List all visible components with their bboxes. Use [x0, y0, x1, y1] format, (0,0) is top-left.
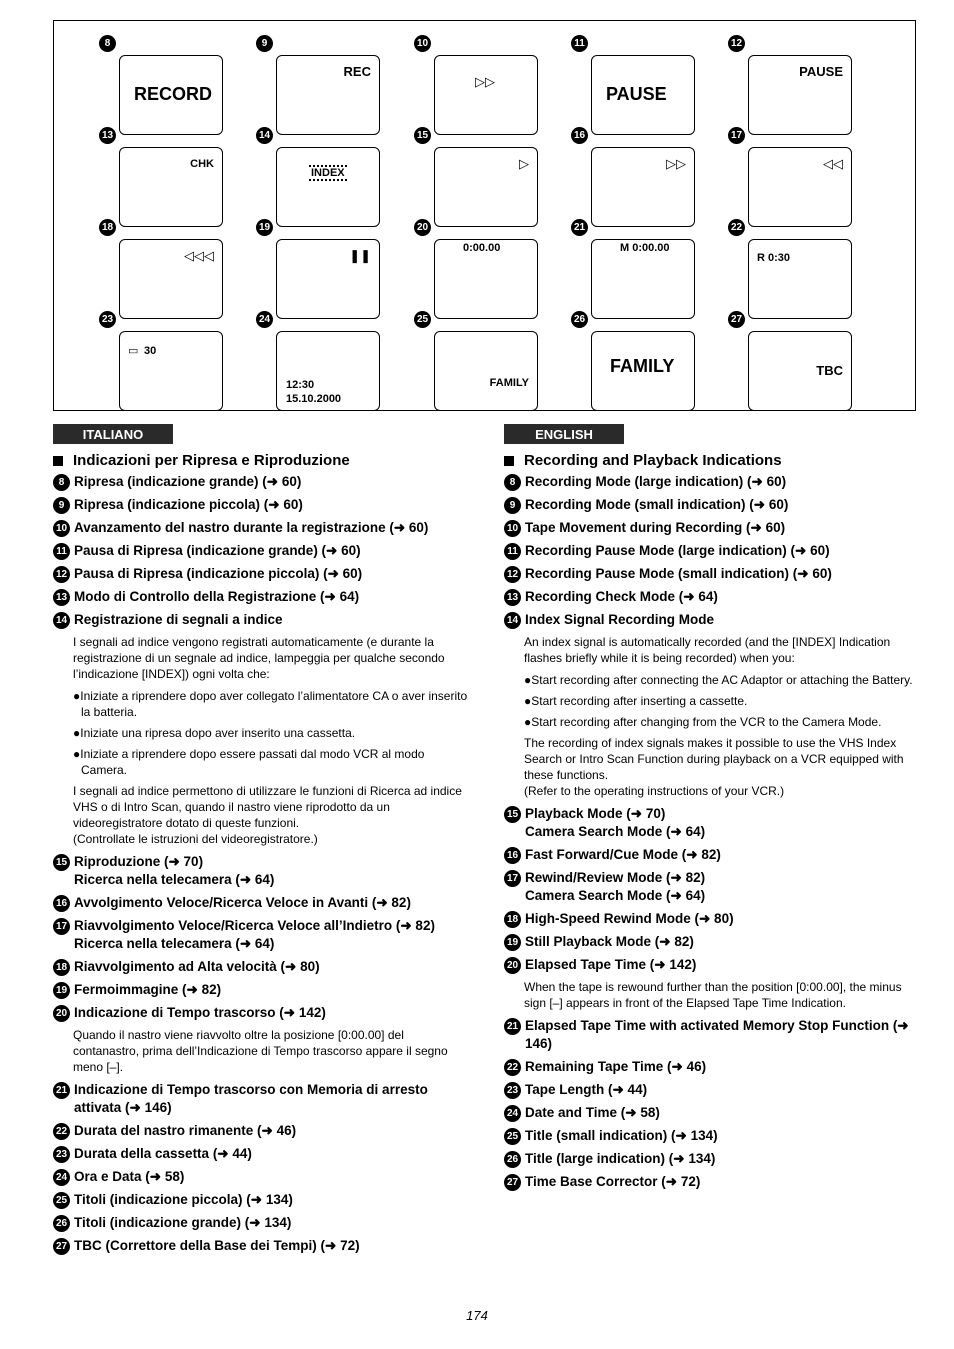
paragraph: I segnali ad indice permettono di utilizzare le funzioni di Ricerca ad indice VHS o di Intro Scan, quando il nastro viene riprodotto da un videoregistratore dotato di queste funzioni. — [73, 784, 462, 830]
screen-indication: INDEX — [311, 167, 345, 179]
viewfinder-screen — [434, 147, 538, 227]
bullet-item: ●Start recording after connecting the AC Adaptor or attaching the Battery. — [524, 673, 913, 687]
section-heading — [504, 452, 922, 469]
item-line: Recording Pause Mode (small indication) (➜ 60) — [525, 566, 832, 581]
item-line: Titoli (indicazione piccola) (➜ 134) — [74, 1192, 293, 1207]
item-number: 10 — [504, 520, 521, 537]
item-text — [525, 1017, 922, 1053]
item-line-2: Camera Search Mode (➜ 64) — [525, 888, 706, 903]
item-text — [525, 933, 922, 951]
screen-number: 25 — [414, 311, 431, 328]
screen-number: 17 — [728, 127, 745, 144]
item-text — [525, 1150, 922, 1168]
italiano-label: ITALIANO — [53, 424, 173, 444]
indication-item-21 — [53, 1081, 471, 1117]
screen-cell-22 — [728, 219, 886, 311]
item-number: 14 — [53, 612, 70, 629]
screen-number: 13 — [99, 127, 116, 144]
item-number: 8 — [53, 474, 70, 491]
paragraph: Quando il nastro viene riavvolto oltre la posizione [0:00.00] del contanastro, prima dell’Indicazione di Tempo trascorso appare il segno meno [–]. — [73, 1028, 448, 1074]
english-column — [504, 452, 922, 1196]
indication-item-25 — [504, 1127, 922, 1145]
item-line: Title (small indication) (➜ 134) — [525, 1128, 718, 1143]
screen-cell-23 — [99, 311, 257, 403]
indication-item-13 — [53, 588, 471, 606]
screen-cell-15 — [414, 127, 572, 219]
item-line: Recording Mode (large indication) (➜ 60) — [525, 474, 787, 489]
indication-item-14 — [504, 611, 922, 629]
item-text — [74, 1004, 471, 1022]
item-line: Time Base Corrector (➜ 72) — [525, 1174, 701, 1189]
item-text — [74, 1237, 471, 1255]
item-text — [74, 611, 471, 629]
screen-indication: R 0:30 — [757, 252, 791, 264]
item-text — [74, 542, 471, 560]
viewfinder-screen — [748, 147, 852, 227]
page-number: 174 — [466, 1308, 488, 1323]
screen-cell-20 — [414, 219, 572, 311]
screen-number: 26 — [571, 311, 588, 328]
item-text — [525, 956, 922, 974]
item-number: 18 — [504, 911, 521, 928]
indication-item-11 — [504, 542, 922, 560]
item-number: 21 — [504, 1018, 521, 1035]
fast-forward-icon: ▷▷ — [666, 156, 686, 171]
item-number: 10 — [53, 520, 70, 537]
indication-item-12 — [504, 565, 922, 583]
bullet-item: ●Iniziate a riprendere dopo aver collegato l’alimentatore CA o aver inserito la batteria. — [73, 689, 468, 719]
item-line: Titoli (indicazione grande) (➜ 134) — [74, 1215, 292, 1230]
viewfinder-screen — [591, 147, 695, 227]
item-text — [74, 1081, 471, 1117]
item-line-2: Ricerca nella telecamera (➜ 64) — [74, 936, 275, 951]
viewfinder-screen — [119, 55, 223, 135]
heading-text: Recording and Playback Indications — [524, 452, 782, 469]
screen-number: 9 — [256, 35, 273, 52]
indication-item-19 — [504, 933, 922, 951]
item-text — [74, 1122, 471, 1140]
indication-item-14 — [53, 611, 471, 629]
rewind-icon: ◁◁ — [823, 156, 843, 171]
item-number: 21 — [53, 1082, 70, 1099]
item-number: 19 — [53, 982, 70, 999]
item-text — [74, 1145, 471, 1163]
heading-text: Indicazioni per Ripresa e Riproduzione — [73, 452, 350, 469]
item-text — [74, 981, 471, 999]
item-number: 19 — [504, 934, 521, 951]
item-text — [74, 519, 471, 537]
screen-number: 20 — [414, 219, 431, 236]
item-text — [74, 473, 471, 491]
play-icon: ▷ — [519, 156, 529, 171]
indication-item-18 — [53, 958, 471, 976]
item-text — [525, 473, 922, 491]
viewfinder-screen — [434, 55, 538, 135]
indication-item-23 — [53, 1145, 471, 1163]
indication-item-12 — [53, 565, 471, 583]
indication-item-20 — [504, 956, 922, 974]
item-text — [525, 869, 922, 905]
item-number: 22 — [53, 1123, 70, 1140]
item-line: Date and Time (➜ 58) — [525, 1105, 660, 1120]
screen-cell-8 — [99, 35, 257, 127]
item-number: 13 — [504, 589, 521, 606]
viewfinder-screen — [276, 331, 380, 411]
item-text — [74, 565, 471, 583]
item-line: Ripresa (indicazione grande) (➜ 60) — [74, 474, 302, 489]
item-line: Remaining Tape Time (➜ 46) — [525, 1059, 707, 1074]
item-number: 27 — [53, 1238, 70, 1255]
item-number: 16 — [53, 895, 70, 912]
indication-item-15 — [53, 853, 471, 889]
screen-number: 10 — [414, 35, 431, 52]
item-number: 18 — [53, 959, 70, 976]
indication-item-10 — [53, 519, 471, 537]
high-speed-rewind-icon: ◁◁◁ — [184, 248, 214, 263]
item-line: Recording Pause Mode (large indication) (➜ 60) — [525, 543, 830, 558]
item-line: Tape Movement during Recording (➜ 60) — [525, 520, 786, 535]
item-line: Pausa di Ripresa (indicazione piccola) (➜ 60) — [74, 566, 363, 581]
item-text — [525, 1127, 922, 1145]
indication-item-16 — [53, 894, 471, 912]
paragraph-note: (Controllate le istruzioni del videoregistratore.) — [73, 832, 318, 846]
item-line: Recording Mode (small indication) (➜ 60) — [525, 497, 789, 512]
item-line: Recording Check Mode (➜ 64) — [525, 589, 718, 604]
item-line: Index Signal Recording Mode — [525, 612, 715, 627]
item-line: Indicazione di Tempo trascorso (➜ 142) — [74, 1005, 326, 1020]
screen-indication: PAUSE — [799, 64, 843, 79]
item-text — [525, 1058, 922, 1076]
item-line: Playback Mode (➜ 70) — [525, 806, 666, 821]
screen-number: 19 — [256, 219, 273, 236]
screen-indication: FAMILY — [489, 377, 529, 389]
screen-number: 12 — [728, 35, 745, 52]
viewfinder-screen — [119, 331, 223, 411]
item-line-2: Camera Search Mode (➜ 64) — [525, 824, 706, 839]
screen-number: 18 — [99, 219, 116, 236]
indication-item-19 — [53, 981, 471, 999]
indication-item-8 — [504, 473, 922, 491]
paragraph: An index signal is automatically recorded (and the [INDEX] Indication flashes briefly while it is being recorded) when you: — [524, 635, 891, 665]
item-line: Modo di Controllo della Registrazione (➜ 64) — [74, 589, 360, 604]
viewfinder-screen — [591, 55, 695, 135]
screen-indication: TBC — [816, 363, 843, 378]
item-line: Riavvolgimento ad Alta velocità (➜ 80) — [74, 959, 320, 974]
item-text — [74, 1168, 471, 1186]
item-line: Still Playback Mode (➜ 82) — [525, 934, 694, 949]
square-bullet-icon — [504, 456, 514, 466]
item-line: Avanzamento del nastro durante la registrazione (➜ 60) — [74, 520, 429, 535]
section-heading — [53, 452, 471, 469]
item-number: 13 — [53, 589, 70, 606]
indication-item-26 — [53, 1214, 471, 1232]
item-number: 9 — [53, 497, 70, 514]
screen-indication: REC — [343, 64, 371, 79]
english-label: ENGLISH — [504, 424, 624, 444]
item-line: Title (large indication) (➜ 134) — [525, 1151, 716, 1166]
item-text — [525, 1081, 922, 1099]
screen-cell-19 — [256, 219, 414, 311]
item-text — [525, 805, 922, 841]
item-number: 9 — [504, 497, 521, 514]
item-number: 22 — [504, 1059, 521, 1076]
screen-cell-13 — [99, 127, 257, 219]
screen-cell-25 — [414, 311, 572, 403]
item-text — [525, 588, 922, 606]
item-number: 25 — [53, 1192, 70, 1209]
item-number: 16 — [504, 847, 521, 864]
indication-item-22 — [504, 1058, 922, 1076]
item-text — [74, 917, 471, 953]
item-line: Elapsed Tape Time with activated Memory Stop Function (➜ 146) — [525, 1018, 909, 1051]
item-number: 14 — [504, 612, 521, 629]
item-number: 27 — [504, 1174, 521, 1191]
item-line: Riavvolgimento Veloce/Ricerca Veloce all’Indietro (➜ 82) — [74, 918, 435, 933]
indication-item-13 — [504, 588, 922, 606]
item-line: Fast Forward/Cue Mode (➜ 82) — [525, 847, 721, 862]
item-line: Indicazione di Tempo trascorso con Memoria di arresto attivata (➜ 146) — [74, 1082, 428, 1115]
item-text — [74, 958, 471, 976]
indication-diagram — [53, 20, 916, 411]
item-number: 17 — [53, 918, 70, 935]
item-line: Avvolgimento Veloce/Ricerca Veloce in Avanti (➜ 82) — [74, 895, 411, 910]
screen-number: 11 — [571, 35, 588, 52]
screen-cell-16 — [571, 127, 729, 219]
screen-cell-27 — [728, 311, 886, 403]
item-text — [74, 894, 471, 912]
item-text — [525, 1173, 922, 1191]
item-number: 20 — [504, 957, 521, 974]
item-text — [525, 519, 922, 537]
item-number: 12 — [504, 566, 521, 583]
item-line: Fermoimmagine (➜ 82) — [74, 982, 222, 997]
item-text — [74, 588, 471, 606]
screen-cell-26 — [571, 311, 729, 403]
paragraph-note: (Refer to the operating instructions of your VCR.) — [524, 784, 785, 798]
still-pause-icon: ❚❚ — [349, 248, 371, 263]
item-number: 12 — [53, 566, 70, 583]
indication-item-22 — [53, 1122, 471, 1140]
square-bullet-icon — [53, 456, 63, 466]
item-text — [525, 1104, 922, 1122]
screen-number: 22 — [728, 219, 745, 236]
item-text — [74, 1191, 471, 1209]
screen-indication: RECORD — [134, 84, 213, 104]
indication-item-21 — [504, 1017, 922, 1053]
screen-indication: 12:30 — [286, 379, 315, 391]
item-line: Tape Length (➜ 44) — [525, 1082, 648, 1097]
item-text — [74, 1214, 471, 1232]
indication-item-25 — [53, 1191, 471, 1209]
indication-item-24 — [504, 1104, 922, 1122]
item-number: 15 — [504, 806, 521, 823]
indication-item-8 — [53, 473, 471, 491]
screen-indication: 15.10.2000 — [286, 393, 342, 405]
indication-item-27 — [53, 1237, 471, 1255]
item-line-2: Ricerca nella telecamera (➜ 64) — [74, 872, 275, 887]
item-text — [525, 496, 922, 514]
item-line: Durata della cassetta (➜ 44) — [74, 1146, 252, 1161]
indication-item-27 — [504, 1173, 922, 1191]
viewfinder-screen — [748, 331, 852, 411]
screen-indication: M 0:00.00 — [620, 242, 670, 254]
screen-indication: PAUSE — [606, 84, 667, 104]
bullet-item: ●Iniziate una ripresa dopo aver inserito una cassetta. — [73, 726, 356, 740]
indication-item-11 — [53, 542, 471, 560]
viewfinder-screen — [591, 331, 695, 411]
item-line: Durata del nastro rimanente (➜ 46) — [74, 1123, 297, 1138]
item-number: 23 — [504, 1082, 521, 1099]
bullet-item: ●Start recording after inserting a cassette. — [524, 694, 748, 708]
item-text — [525, 565, 922, 583]
viewfinder-screen — [434, 331, 538, 411]
paragraph: When the tape is rewound further than the position [0:00.00], the minus sign [–] appears in front of the Elapsed Tape Time Indication. — [524, 980, 902, 1010]
screen-number: 21 — [571, 219, 588, 236]
item-number: 24 — [53, 1169, 70, 1186]
screen-cell-12 — [728, 35, 886, 127]
screen-indication: CHK — [190, 158, 214, 170]
bullet-item: ●Start recording after changing from the VCR to the Camera Mode. — [524, 715, 882, 729]
indication-item-9 — [53, 496, 471, 514]
viewfinder-screen — [119, 239, 223, 319]
viewfinder-screen — [748, 239, 852, 319]
indication-item-15 — [504, 805, 922, 841]
item-line: Pausa di Ripresa (indicazione grande) (➜ 60) — [74, 543, 361, 558]
italiano-column — [53, 452, 471, 1260]
screen-cell-24 — [256, 311, 414, 403]
item-text — [74, 853, 471, 889]
screen-cell-11 — [571, 35, 729, 127]
viewfinder-screen — [119, 147, 223, 227]
item-line: High-Speed Rewind Mode (➜ 80) — [525, 911, 734, 926]
screen-number: 14 — [256, 127, 273, 144]
item-line: Rewind/Review Mode (➜ 82) — [525, 870, 706, 885]
indication-item-20 — [53, 1004, 471, 1022]
viewfinder-screen — [276, 55, 380, 135]
indication-item-9 — [504, 496, 922, 514]
item-line: Registrazione di segnali a indice — [74, 612, 283, 627]
item-text — [525, 910, 922, 928]
screen-number: 27 — [728, 311, 745, 328]
paragraph: The recording of index signals makes it possible to use the VHS Index Search or Intro Scan Function during playback on a VCR equipped with these functions. — [524, 736, 904, 782]
item-number: 26 — [53, 1215, 70, 1232]
item-number: 17 — [504, 870, 521, 887]
indication-item-26 — [504, 1150, 922, 1168]
indication-item-17 — [504, 869, 922, 905]
screen-number: 24 — [256, 311, 273, 328]
indication-item-10 — [504, 519, 922, 537]
screen-number: 8 — [99, 35, 116, 52]
item-number: 15 — [53, 854, 70, 871]
screen-indication: 30 — [144, 345, 157, 357]
viewfinder-screen — [276, 147, 380, 227]
item-text — [525, 542, 922, 560]
screen-cell-21 — [571, 219, 729, 311]
screen-cell-10 — [414, 35, 572, 127]
item-number: 11 — [504, 543, 521, 560]
item-text — [74, 496, 471, 514]
viewfinder-screen — [748, 55, 852, 135]
item-line: Ripresa (indicazione piccola) (➜ 60) — [74, 497, 303, 512]
viewfinder-screen — [276, 239, 380, 319]
item-number: 8 — [504, 474, 521, 491]
screen-cell-17 — [728, 127, 886, 219]
indication-item-18 — [504, 910, 922, 928]
item-line: Riproduzione (➜ 70) — [74, 854, 204, 869]
indication-item-17 — [53, 917, 471, 953]
item-line: Elapsed Tape Time (➜ 142) — [525, 957, 697, 972]
item-line: TBC (Correttore della Base dei Tempi) (➜ 72) — [74, 1238, 360, 1253]
screen-number: 23 — [99, 311, 116, 328]
indication-item-24 — [53, 1168, 471, 1186]
paragraph: I segnali ad indice vengono registrati automaticamente (e durante la registrazione di un segnale ad indice, lampeggia per qualche secondo l’indicazione [INDEX]) ogni volta che: — [73, 635, 445, 681]
screen-cell-9 — [256, 35, 414, 127]
item-number: 11 — [53, 543, 70, 560]
item-number: 23 — [53, 1146, 70, 1163]
bullet-item: ●Iniziate a riprendere dopo essere passati dal modo VCR al modo Camera. — [73, 747, 425, 777]
viewfinder-screen — [434, 239, 538, 319]
screen-indication: 0:00.00 — [463, 242, 501, 254]
indication-item-16 — [504, 846, 922, 864]
screen-indication: FAMILY — [610, 356, 675, 376]
item-line: Ora e Data (➜ 58) — [74, 1169, 185, 1184]
cassette-icon: ▭ — [128, 345, 139, 357]
viewfinder-screen — [591, 239, 695, 319]
item-text — [525, 611, 922, 629]
screen-cell-14 — [256, 127, 414, 219]
item-number: 26 — [504, 1151, 521, 1168]
item-number: 20 — [53, 1005, 70, 1022]
item-number: 25 — [504, 1128, 521, 1145]
fast-forward-icon: ▷▷ — [475, 74, 495, 89]
indication-item-23 — [504, 1081, 922, 1099]
screen-cell-18 — [99, 219, 257, 311]
item-text — [525, 846, 922, 864]
screen-number: 15 — [414, 127, 431, 144]
item-number: 24 — [504, 1105, 521, 1122]
screen-number: 16 — [571, 127, 588, 144]
